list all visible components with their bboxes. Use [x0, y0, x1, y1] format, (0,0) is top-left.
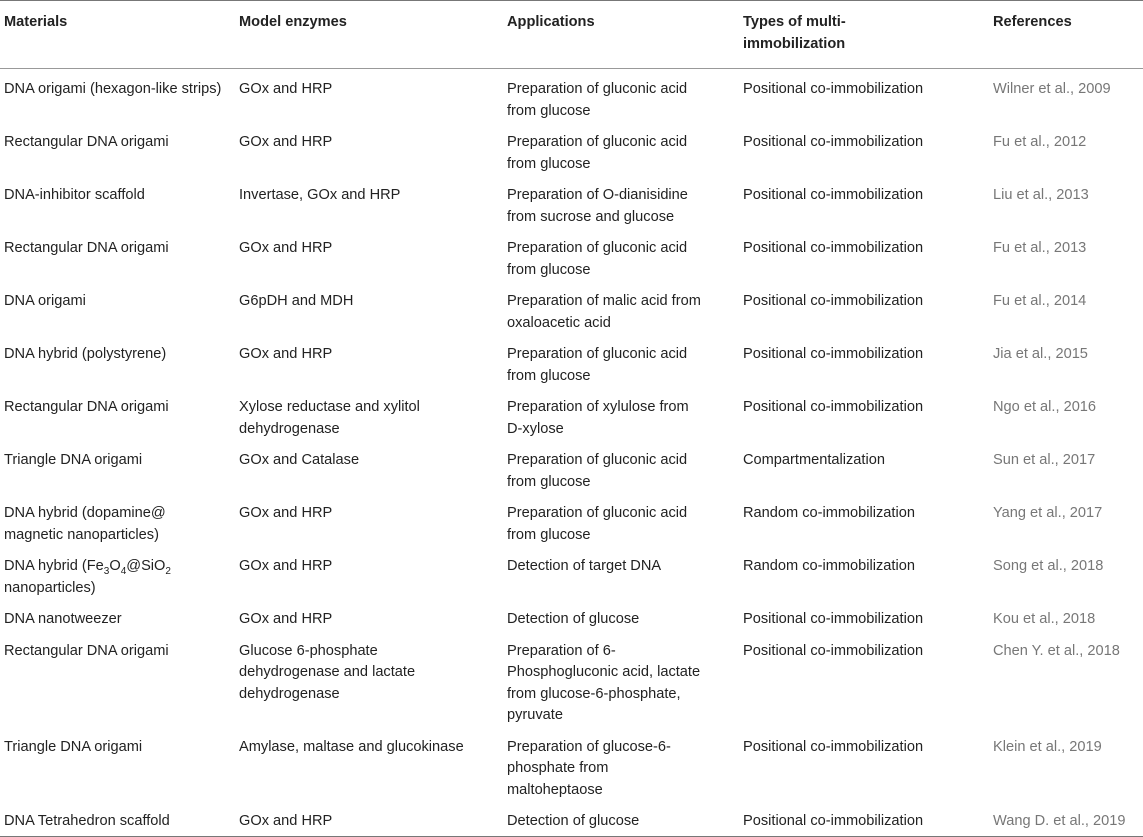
reference-cell: [993, 175, 1143, 228]
reference-cell-text: Fu et al., 2012: [993, 134, 1087, 150]
table-row: [0, 801, 1143, 836]
materials-cell-text: Triangle DNA origami: [4, 452, 143, 468]
type-cell-text: Random co-immobilization: [743, 558, 915, 574]
enzymes-cell: [239, 727, 507, 802]
applications-cell: [507, 69, 743, 123]
enzymes-cell: [239, 387, 507, 440]
applications-cell-text: Preparation of glucose-6-phosphate from maltoheptaose: [507, 738, 671, 798]
materials-cell-text: DNA nanotweezer: [4, 611, 122, 627]
type-cell-text: Positional co-immobilization: [743, 81, 924, 97]
enzymes-cell-text: GOx and HRP: [239, 240, 333, 256]
applications-cell-text: Preparation of O-dianisidine from sucrose and glucose: [507, 187, 688, 225]
applications-cell-text: Detection of glucose: [507, 611, 640, 627]
type-cell-text: Positional co-immobilization: [743, 399, 924, 415]
reference-cell-text: Yang et al., 2017: [993, 505, 1103, 521]
materials-cell: [0, 546, 239, 599]
materials-cell-text: DNA Tetrahedron scaffold: [4, 813, 170, 829]
type-cell: [743, 631, 993, 727]
reference-cell-text: Sun et al., 2017: [993, 452, 1096, 468]
type-cell: [743, 599, 993, 631]
materials-cell: [0, 493, 239, 546]
materials-cell: [0, 122, 239, 175]
materials-cell-text: DNA origami (hexagon-like strips): [4, 81, 222, 97]
enzymes-cell-text: GOx and HRP: [239, 346, 333, 362]
type-cell: [743, 228, 993, 281]
header-types: [743, 1, 993, 69]
enzymes-cell: [239, 122, 507, 175]
table-row: [0, 493, 1143, 546]
applications-cell: [507, 175, 743, 228]
applications-cell-text: Preparation of gluconic acid from glucose: [507, 505, 688, 543]
table-header: [0, 1, 1143, 69]
header-model-enzymes: Model enzymes: [239, 14, 347, 30]
type-cell-text: Positional co-immobilization: [743, 813, 924, 829]
header-references: References: [993, 14, 1072, 30]
materials-cell-text: DNA hybrid (polystyrene): [4, 346, 167, 362]
type-cell: [743, 387, 993, 440]
type-cell: [743, 493, 993, 546]
table-body: [0, 69, 1143, 837]
applications-cell-text: Preparation of gluconic acid from glucose: [507, 346, 688, 384]
type-cell: [743, 801, 993, 836]
type-cell-text: Positional co-immobilization: [743, 611, 924, 627]
materials-cell-text: DNA hybrid (dopamine@ magnetic nanoparticles): [4, 505, 166, 543]
applications-cell-text: Preparation of xylulose from D-xylose: [507, 399, 689, 437]
enzymes-cell: [239, 228, 507, 281]
applications-cell: [507, 801, 743, 836]
materials-cell: [0, 631, 239, 727]
reference-cell-text: Wang D. et al., 2019: [993, 813, 1126, 829]
type-cell: [743, 727, 993, 802]
reference-cell: [993, 281, 1143, 334]
type-cell-text: Positional co-immobilization: [743, 187, 924, 203]
applications-cell-text: Detection of glucose: [507, 813, 640, 829]
type-cell: [743, 122, 993, 175]
materials-cell-text: Rectangular DNA origami: [4, 399, 169, 415]
enzymes-cell-text: GOx and Catalase: [239, 452, 360, 468]
applications-cell-text: Preparation of 6-Phosphogluconic acid, lactate from glucose-6-phosphate, pyruvate: [507, 642, 701, 723]
type-cell-text: Positional co-immobilization: [743, 240, 924, 256]
type-cell-text: Compartmentalization: [743, 452, 885, 468]
type-cell: [743, 175, 993, 228]
reference-cell: [993, 69, 1143, 123]
materials-cell-text: DNA hybrid ($Fe_3O_4@SiO_2$ nanoparticles): [4, 558, 171, 596]
table-row: [0, 122, 1143, 175]
reference-cell-text: Wilner et al., 2009: [993, 81, 1111, 97]
table-row: [0, 546, 1143, 599]
table-row: [0, 334, 1143, 387]
enzymes-cell-text: Xylose reductase and xylitol dehydrogenase: [239, 399, 420, 437]
reference-cell: [993, 228, 1143, 281]
applications-cell: [507, 122, 743, 175]
type-cell-text: Positional co-immobilization: [743, 642, 924, 659]
reference-cell-text: Song et al., 2018: [993, 558, 1104, 574]
type-cell-text: Positional co-immobilization: [743, 134, 924, 150]
applications-cell: [507, 727, 743, 802]
materials-cell-text: Rectangular DNA origami: [4, 642, 169, 659]
enzymes-cell-text: Invertase, GOx and HRP: [239, 187, 401, 203]
materials-cell: [0, 281, 239, 334]
materials-cell: [0, 801, 239, 836]
enzymes-cell-text: Glucose 6-phosphate dehydrogenase and lactate dehydrogenase: [239, 642, 416, 702]
reference-cell-text: Jia et al., 2015: [993, 346, 1088, 362]
header-types-label: Types of multi-immobilization: [743, 14, 846, 52]
materials-cell: [0, 727, 239, 802]
materials-cell: [0, 440, 239, 493]
enzymes-cell: [239, 334, 507, 387]
materials-cell-text: Triangle DNA origami: [4, 738, 143, 755]
table-row: [0, 281, 1143, 334]
applications-cell: [507, 334, 743, 387]
enzymes-cell-text: G6pDH and MDH: [239, 293, 354, 309]
applications-cell: [507, 228, 743, 281]
table-row: [0, 599, 1143, 631]
enzymes-cell: [239, 69, 507, 123]
applications-cell: [507, 599, 743, 631]
applications-cell: [507, 387, 743, 440]
enzymes-cell-text: GOx and HRP: [239, 558, 333, 574]
type-cell: [743, 440, 993, 493]
reference-cell-text: Liu et al., 2013: [993, 187, 1089, 203]
applications-cell-text: Preparation of gluconic acid from glucose: [507, 134, 688, 172]
reference-cell-text: Kou et al., 2018: [993, 611, 1096, 627]
enzymes-cell: [239, 175, 507, 228]
applications-cell-text: Preparation of malic acid from oxaloacetic acid: [507, 293, 701, 331]
materials-cell-text: Rectangular DNA origami: [4, 240, 169, 256]
enzymes-cell: [239, 546, 507, 599]
table-row: [0, 727, 1143, 802]
reference-cell: [993, 440, 1143, 493]
header-row: [0, 1, 1143, 69]
type-cell-text: Positional co-immobilization: [743, 346, 924, 362]
applications-cell-text: Preparation of gluconic acid from glucose: [507, 240, 688, 278]
table-row: [0, 175, 1143, 228]
type-cell: [743, 69, 993, 123]
applications-cell: [507, 546, 743, 599]
reference-cell-text: Fu et al., 2014: [993, 293, 1087, 309]
reference-cell-text: Fu et al., 2013: [993, 240, 1087, 256]
enzymes-cell-text: GOx and HRP: [239, 134, 333, 150]
reference-cell: [993, 599, 1143, 631]
type-cell-text: Random co-immobilization: [743, 505, 915, 521]
reference-cell: [993, 122, 1143, 175]
materials-cell: [0, 387, 239, 440]
enzymes-cell-text: GOx and HRP: [239, 505, 333, 521]
enzymes-cell: [239, 440, 507, 493]
table-row: [0, 387, 1143, 440]
applications-cell: [507, 440, 743, 493]
enzymes-cell-text: GOx and HRP: [239, 611, 333, 627]
materials-cell: [0, 334, 239, 387]
reference-cell: [993, 334, 1143, 387]
enzymes-cell: [239, 801, 507, 836]
table-row: [0, 631, 1143, 727]
reference-cell: [993, 493, 1143, 546]
applications-cell-text: Preparation of gluconic acid from glucose: [507, 81, 688, 119]
materials-cell: [0, 228, 239, 281]
materials-cell: [0, 69, 239, 123]
table-row: [0, 228, 1143, 281]
materials-cell: [0, 175, 239, 228]
type-cell-text: Positional co-immobilization: [743, 738, 924, 755]
materials-cell-text: Rectangular DNA origami: [4, 134, 169, 150]
reference-cell-text: Chen Y. et al., 2018: [993, 642, 1120, 659]
type-cell: [743, 281, 993, 334]
type-cell: [743, 546, 993, 599]
enzymes-cell-text: GOx and HRP: [239, 81, 333, 97]
materials-cell-text: DNA origami: [4, 293, 86, 309]
type-cell: [743, 334, 993, 387]
materials-cell-text: DNA-inhibitor scaffold: [4, 187, 145, 203]
applications-cell-text: Preparation of gluconic acid from glucose: [507, 452, 688, 490]
reference-cell: [993, 801, 1143, 836]
enzymes-cell-text: GOx and HRP: [239, 813, 333, 829]
reference-cell-text: Ngo et al., 2016: [993, 399, 1097, 415]
type-cell-text: Positional co-immobilization: [743, 293, 924, 309]
enzymes-cell: [239, 599, 507, 631]
enzymes-cell: [239, 493, 507, 546]
enzymes-cell: [239, 281, 507, 334]
reference-cell: [993, 631, 1143, 727]
applications-cell: [507, 493, 743, 546]
header-applications: Applications: [507, 14, 595, 30]
materials-cell: [0, 599, 239, 631]
reference-cell: [993, 727, 1143, 802]
enzymes-cell: [239, 631, 507, 727]
table-row: [0, 440, 1143, 493]
applications-cell: [507, 631, 743, 727]
reference-cell-text: Klein et al., 2019: [993, 738, 1102, 755]
applications-cell: [507, 281, 743, 334]
enzymes-cell-text: Amylase, maltase and glucokinase: [239, 738, 464, 755]
table-row: [0, 69, 1143, 123]
reference-cell: [993, 546, 1143, 599]
reference-cell: [993, 387, 1143, 440]
applications-cell-text: Detection of target DNA: [507, 558, 662, 574]
header-materials: Materials: [4, 14, 68, 30]
